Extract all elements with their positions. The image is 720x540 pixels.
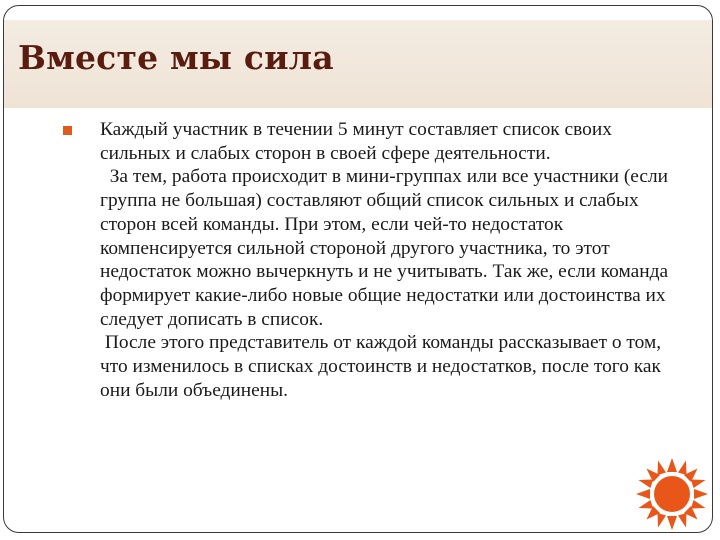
sun-icon xyxy=(636,458,708,530)
slide-body xyxy=(78,118,678,402)
slide-title: Вместе мы сила xyxy=(18,38,334,77)
body-paragraph-1: Каждый участник в течении 5 минут составляет список своих сильных и слабых сторон в своей сфере деятельности. xyxy=(100,119,617,164)
body-paragraph-3: После этого представитель от каждой команды рассказывает о том, что изменилось в списках достоинств и недостатков, после того как они были объединены. xyxy=(100,332,666,401)
square-bullet-icon xyxy=(63,126,72,135)
body-paragraph-2: За тем, работа происходит в мини-группах или все участники (если группа не большая) составляют общий список сильных и слабых сторон всей команды. При этом, если чей-то недостаток компенсируется сильной стороной другого участника, то этот недостаток можно вычеркнуть и не учитывать. Так же, если команда формирует какие-либо новые общие недостатки или достоинства их следует дописать в список. xyxy=(100,166,673,330)
